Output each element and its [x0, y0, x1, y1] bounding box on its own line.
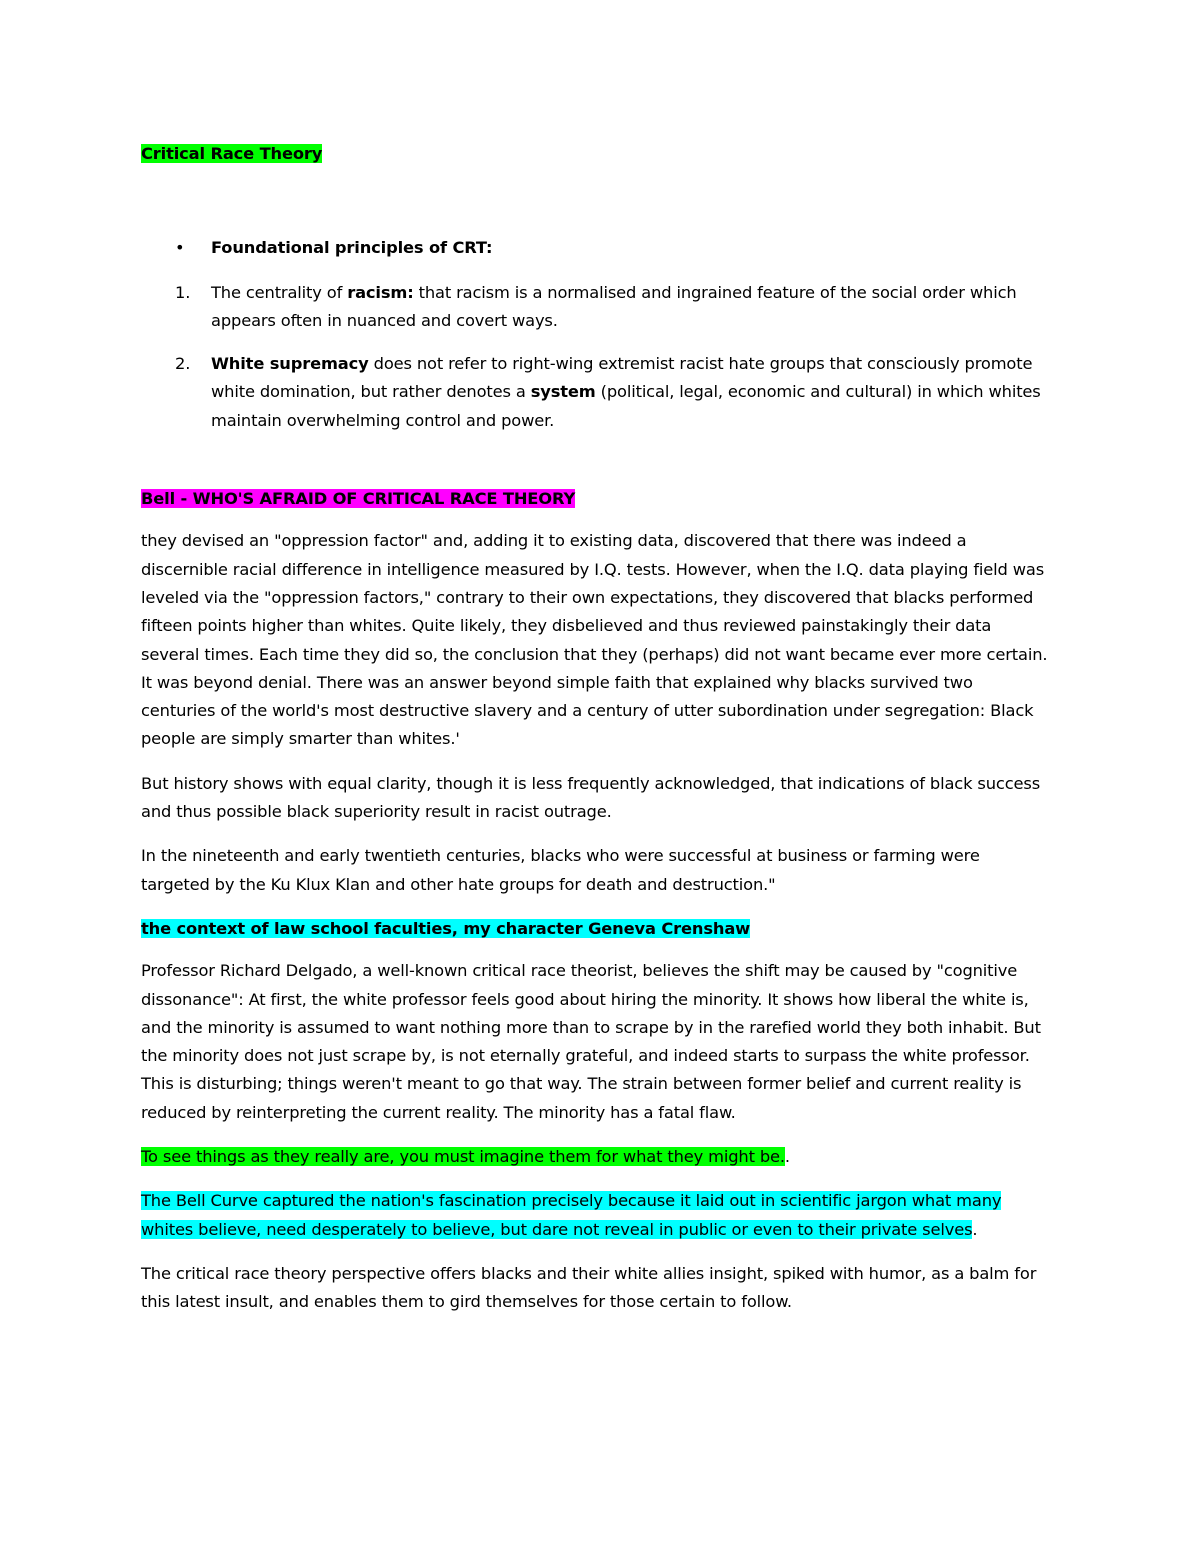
list-number: 2. [175, 354, 191, 374]
bell-curve-tail: . [972, 1219, 978, 1239]
quote-tail: . [784, 1147, 790, 1167]
bullet-text: Foundational principles of CRT: [211, 238, 493, 258]
principle-bold-term-system: system [530, 382, 596, 402]
quote-paragraph [141, 1143, 1050, 1171]
closing-paragraph: The critical race theory perspective offers blacks and their white allies insight, spiked with humor, as a balm for this latest insult, and enables them to gird themselves for those certain to follow. [141, 1263, 1037, 1312]
principles-list [141, 279, 1050, 435]
principle-text-post: that racism is a normalised and ingrained feature of the social order which appears often in nuanced and covert ways. [211, 282, 1017, 330]
bullet-dot-icon: • [175, 238, 185, 258]
bell-heading [141, 485, 1050, 513]
context-heading-highlight: the context of law school faculties, my character Geneva Crenshaw [141, 918, 751, 938]
principle-bold-term: White supremacy [211, 354, 369, 374]
quote-highlight: To see things as they really are, you must imagine them for what they might be. [141, 1147, 785, 1167]
list-number: 1. [175, 282, 191, 302]
bell-paragraph-oppression: they devised an "oppression factor" and, adding it to existing data, discovered that there was indeed a discernible racial difference in intelligence measured by I.Q. tests. However, when the I.Q. data playing field was leveled via the "oppression factors," contrary to their own expectations, they discovered that blacks performed fifteen points higher than whites. Quite likely, they disbelieved and thus reviewed painstakingly their data several times. Each time they did so, the conclusion that they (perhaps) did not want became ever more certain. It was beyond denial. There was an answer beyond simple faith that explained why blacks survived two centuries of the world's most destructive slavery and a century of utter subordination under segregation: Black people are simply smarter than whites.' [141, 531, 1048, 749]
title-highlight: Critical Race Theory [141, 144, 323, 163]
bell-heading-highlight: Bell - WHO'S AFRAID OF CRITICAL RACE THEORY [141, 489, 576, 509]
principle-item-white-supremacy [141, 350, 1050, 435]
context-heading [141, 915, 1050, 943]
bell-paragraph-history: But history shows with equal clarity, though it is less frequently acknowledged, that indications of black success and thus possible black superiority result in racist outrage. [141, 773, 1041, 822]
principle-text-post: (political, legal, economic and cultural) in which whites maintain overwhelming control and power. [211, 382, 1041, 430]
document-body [141, 140, 1050, 1317]
document-title [141, 140, 1050, 168]
bullet-list [141, 234, 1050, 262]
delgado-paragraph: Professor Richard Delgado, a well-known critical race theorist, believes the shift may be caused by "cognitive dissonance": At first, the white professor feels good about hiring the minority. It shows how liberal the white is, and the minority is assumed to want nothing more than to scrape by in the rarefied world they both inhabit. But the minority does not just scrape by, is not eternally grateful, and indeed starts to surpass the white professor. This is disturbing; things weren't meant to go that way. The strain between former belief and current reality is reduced by reinterpreting the current reality. The minority has a fatal flaw. [141, 961, 1041, 1122]
bell-curve-highlight: The Bell Curve captured the nation's fascination precisely because it laid out in scientific jargon what many whites believe, need desperately to believe, but dare not reveal in public or even to their private selves [141, 1191, 1002, 1239]
principle-bold-term: racism: [347, 282, 414, 302]
bullet-item-foundational [141, 234, 1050, 262]
bell-curve-paragraph [141, 1187, 1050, 1244]
bell-paragraph-klan: In the nineteenth and early twentieth centuries, blacks who were successful at business or farming were targeted by the Ku Klux Klan and other hate groups for death and destruction." [141, 846, 980, 894]
principle-text-pre: The centrality of [211, 282, 348, 302]
principle-item-racism [141, 279, 1050, 336]
principle-text-mid: does not refer to right-wing extremist racist hate groups that consciously promote white domination, but rather denotes a [211, 354, 1033, 402]
